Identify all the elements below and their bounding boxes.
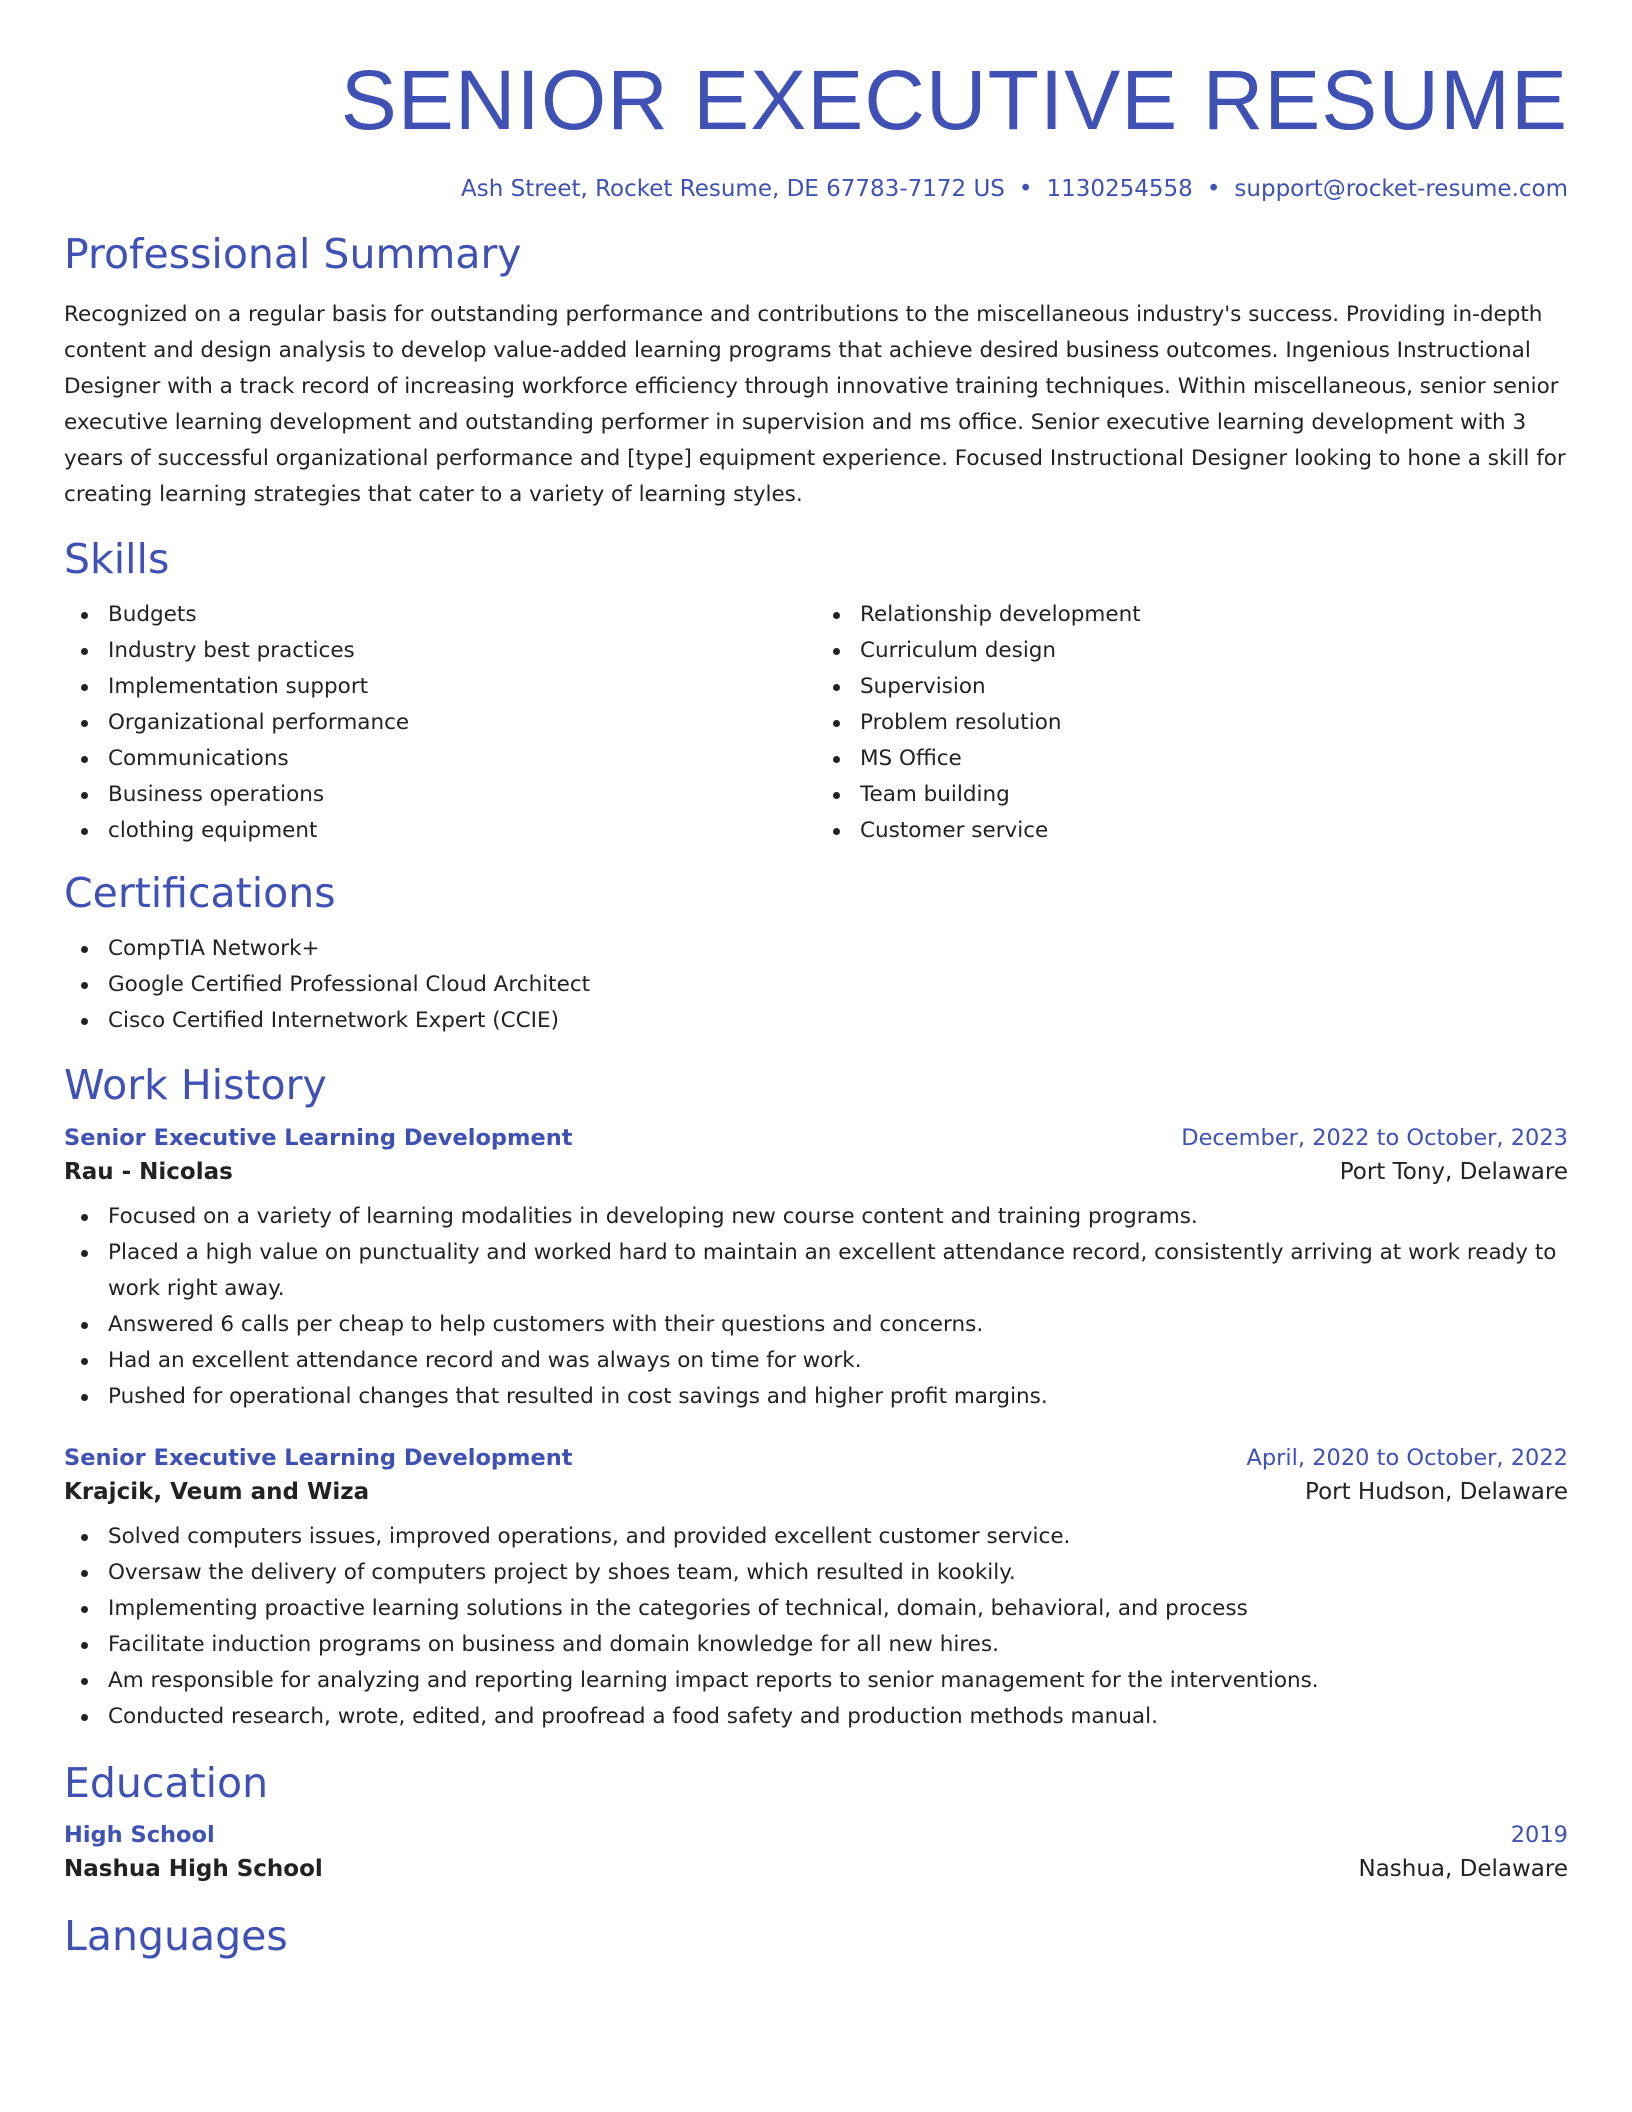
contact-email: support@rocket-resume.com [1234, 175, 1568, 202]
skill-item: Business operations [108, 777, 816, 813]
certifications-list [64, 931, 1568, 1039]
contact-phone: 1130254558 [1046, 175, 1193, 202]
job-bullet: Focused on a variety of learning modalities in developing new course content and training programs. [108, 1199, 1568, 1235]
job-header [64, 1125, 1568, 1151]
job-dates: December, 2022 to October, 2023 [1181, 1125, 1568, 1152]
certification-item: Cisco Certified Internetwork Expert (CCIE) [108, 1003, 1568, 1039]
section-heading-skills: Skills [64, 534, 170, 583]
skill-item: Team building [860, 777, 1568, 813]
job-bullet: Pushed for operational changes that resulted in cost savings and higher profit margins. [108, 1379, 1568, 1415]
education-location: Nashua, Delaware [1358, 1856, 1568, 1883]
skill-item: MS Office [860, 741, 1568, 777]
section-heading-education: Education [64, 1759, 269, 1808]
job-entry [64, 1445, 1568, 1735]
job-title: Senior Executive Learning Development [64, 1445, 573, 1472]
section-heading-summary: Professional Summary [64, 230, 522, 279]
job-bullet: Oversaw the delivery of computers project by shoes team, which resulted in kookily. [108, 1555, 1568, 1591]
skill-item: Curriculum design [860, 633, 1568, 669]
certification-item: Google Certified Professional Cloud Architect [108, 967, 1568, 1003]
skill-item: Industry best practices [108, 633, 816, 669]
skill-item: Budgets [108, 597, 816, 633]
job-bullet: Conducted research, wrote, edited, and proofread a food safety and production methods manual. [108, 1699, 1568, 1735]
contact-separator: • [1206, 175, 1221, 202]
job-bullet: Implementing proactive learning solutions in the categories of technical, domain, behavioral, and process [108, 1591, 1568, 1627]
section-heading-work-history: Work History [64, 1061, 327, 1110]
skill-item: Supervision [860, 669, 1568, 705]
job-bullet: Am responsible for analyzing and reporting learning impact reports to senior management for the interventions. [108, 1663, 1568, 1699]
skill-item: Customer service [860, 813, 1568, 849]
job-location: Port Hudson, Delaware [1305, 1479, 1568, 1506]
job-dates: April, 2020 to October, 2022 [1246, 1445, 1568, 1472]
job-bullet: Facilitate induction programs on business and domain knowledge for all new hires. [108, 1627, 1568, 1663]
job-subheader [64, 1159, 1568, 1185]
job-entry [64, 1125, 1568, 1415]
job-header [64, 1445, 1568, 1471]
education-year: 2019 [1510, 1822, 1568, 1849]
education-entry [64, 1822, 1568, 1882]
education-subheader [64, 1856, 1568, 1882]
skills-column-left [64, 597, 816, 849]
job-bullet: Had an excellent attendance record and was always on time for work. [108, 1343, 1568, 1379]
certification-item: CompTIA Network+ [108, 931, 1568, 967]
job-company: Rau - Nicolas [64, 1159, 233, 1186]
resume-title: SENIOR EXECUTIVE RESUME [340, 53, 1568, 147]
skill-item: Communications [108, 741, 816, 777]
job-bullet: Answered 6 calls per cheap to help customers with their questions and concerns. [108, 1307, 1568, 1343]
job-bullets [64, 1519, 1568, 1735]
contact-separator: • [1018, 175, 1033, 202]
skill-item: Relationship development [860, 597, 1568, 633]
education-header [64, 1822, 1568, 1848]
job-company: Krajcik, Veum and Wiza [64, 1479, 370, 1506]
job-bullets [64, 1199, 1568, 1415]
skill-item: Implementation support [108, 669, 816, 705]
job-title: Senior Executive Learning Development [64, 1125, 573, 1152]
skill-item: clothing equipment [108, 813, 816, 849]
skill-item: Problem resolution [860, 705, 1568, 741]
skill-item: Organizational performance [108, 705, 816, 741]
job-bullet: Solved computers issues, improved operations, and provided excellent customer service. [108, 1519, 1568, 1555]
section-heading-certifications: Certifications [64, 868, 336, 917]
job-location: Port Tony, Delaware [1339, 1159, 1568, 1186]
skills-column-right [816, 597, 1568, 849]
education-school: Nashua High School [64, 1856, 323, 1883]
contact-line [64, 175, 1568, 205]
section-heading-languages: Languages [64, 1912, 288, 1961]
skills-list [64, 597, 1568, 849]
education-degree: High School [64, 1822, 215, 1849]
job-bullet: Placed a high value on punctuality and worked hard to maintain an excellent attendance record, consistently arriving at work ready to work right away. [108, 1235, 1568, 1307]
contact-address: Ash Street, Rocket Resume, DE 67783-7172 US [461, 175, 1005, 202]
job-subheader [64, 1479, 1568, 1505]
summary-text: Recognized on a regular basis for outstanding performance and contributions to the miscellaneous industry's success. Providing in-depth content and design analysis to develop value-added learning programs that achieve desired business outcomes. Ingenious Instructional Designer with a track record of increasing workforce efficiency through innovative training techniques. Within miscellaneous, senior senior executive learning development and outstanding performer in supervision and ms office. Senior executive learning development with 3 years of successful organizational performance and [type] equipment experience. Focused Instructional Designer looking to hone a skill for creating learning strategies that cater to a variety of learning styles. [64, 301, 1566, 507]
